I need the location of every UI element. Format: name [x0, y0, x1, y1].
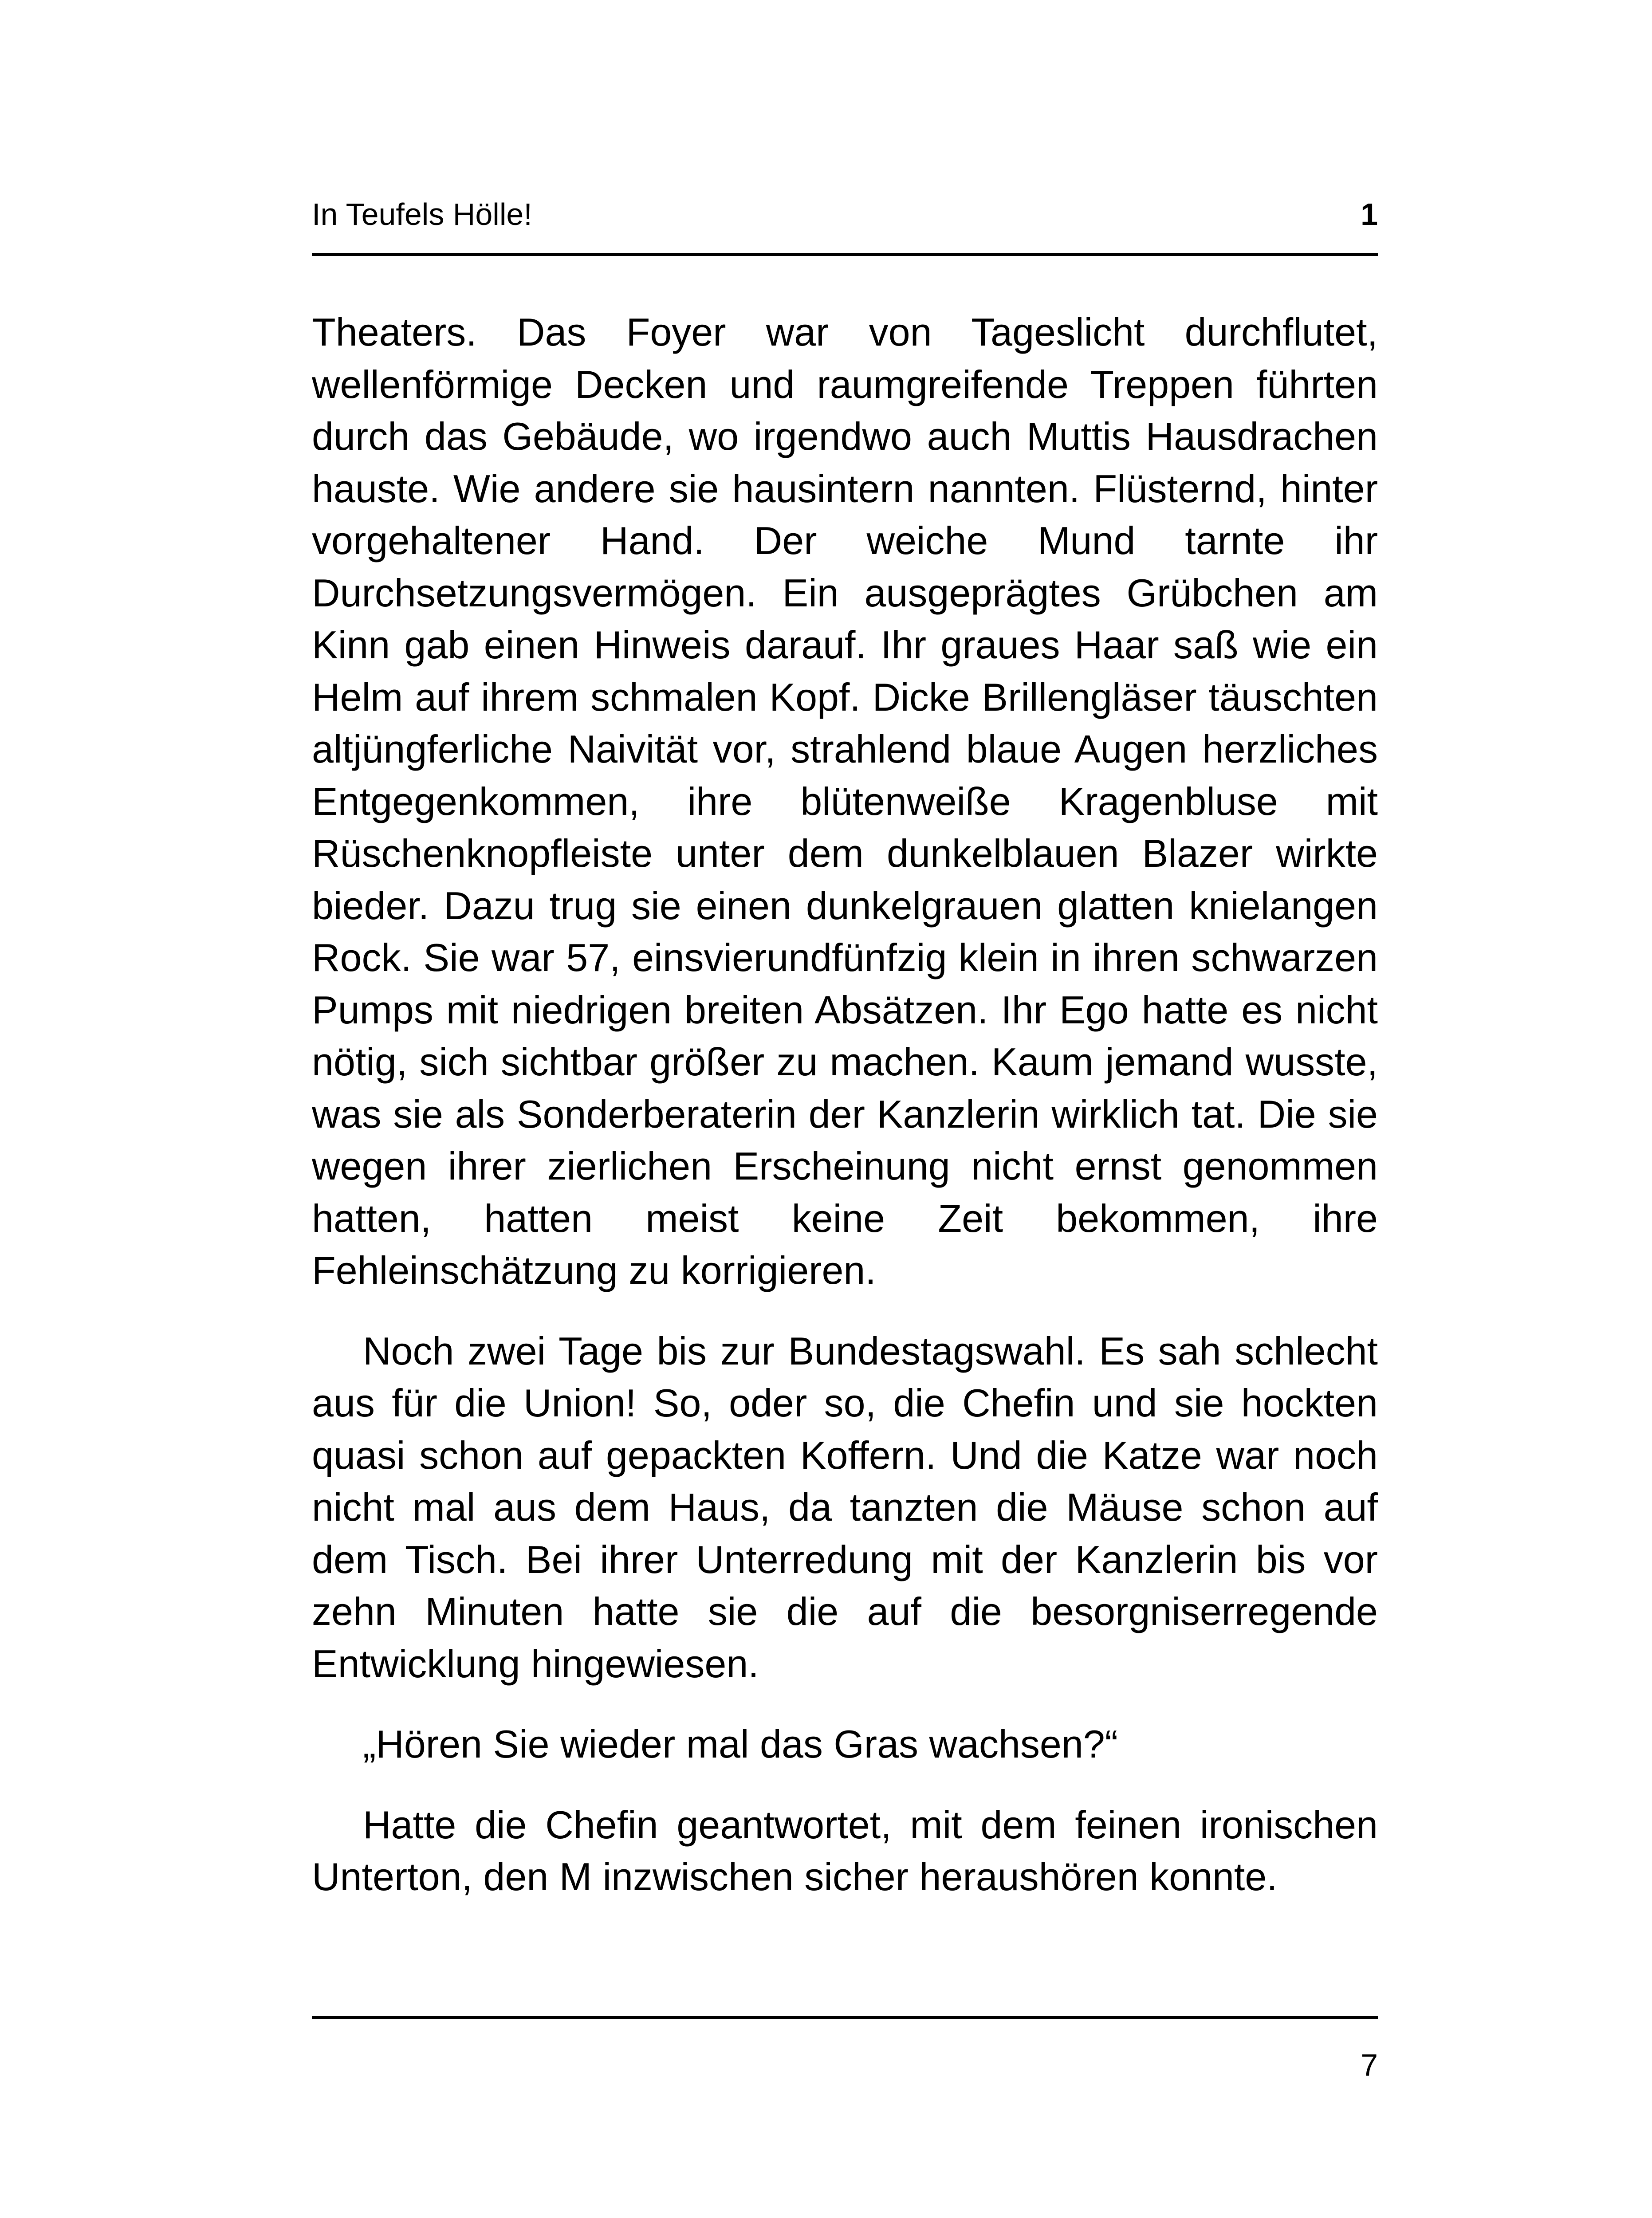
paragraph-3-quote: „Hören Sie wieder mal das Gras wachsen?“ [363, 1722, 1118, 1766]
running-title: In Teufels Hölle! [312, 197, 532, 232]
paragraph-2: Noch zwei Tage bis zur Bundestagswahl. Es sah schlecht aus für die Union! So, oder so, die Chefin und sie hockten quasi schon auf gepackten Koffern. Und die Katze war noch nicht mal aus dem Haus, da tanzten die Mäuse schon auf dem Tisch. Bei ihrer Unterredung mit der Kanzlerin bis vor zehn Minuten hatte sie die auf die besorgniserregende Entwicklung hingewiesen. [312, 1329, 1378, 1686]
header-rule [312, 253, 1378, 256]
page-number: 7 [1361, 2048, 1378, 2082]
page-footer [312, 2045, 1378, 2085]
footer-rule [312, 2016, 1378, 2019]
chapter-number: 1 [1361, 197, 1378, 232]
body-text [312, 306, 1378, 1931]
running-header [312, 194, 1378, 234]
paragraph-4: Hatte die Chefin geantwortet, mit dem feinen ironischen Unterton, den M inzwischen sicher heraushören konnte. [312, 1802, 1378, 1899]
paragraph-1: Theaters. Das Foyer war von Tageslicht durchflutet, wellenförmige Decken und raumgreifende Treppen führten durch das Gebäude, wo irgendwo auch Muttis Hausdrachen hauste. Wie andere sie hausintern nannten. Flüsternd, hinter vorgehaltener Hand. Der weiche Mund tarnte ihr Durchsetzungsvermögen. Ein ausgeprägtes Grübchen am Kinn gab einen Hinweis darauf. Ihr graues Haar saß wie ein Helm auf ihrem schmalen Kopf. Dicke Brillengläser täuschten altjüngferliche Naivität vor, strahlend blaue Augen herzliches Entgegenkommen, ihre blütenweiße Kragenbluse mit Rüschenknopfleiste unter dem dunkelblauen Blazer wirkte bieder. Dazu trug sie einen dunkelgrauen glatten knielangen Rock. Sie war 57, einsvierundfünfzig klein in ihren schwarzen Pumps mit niedrigen breiten Absätzen. Ihr Ego hatte es nicht nötig, sich sichtbar größer zu machen. Kaum jemand wusste, was sie als Sonderberaterin der Kanzlerin wirklich tat. Die sie wegen ihrer zierlichen Erscheinung nicht ernst genommen hatten, hatten meist keine Zeit bekommen, ihre Fehleinschätzung zu korrigieren. [312, 310, 1378, 1292]
